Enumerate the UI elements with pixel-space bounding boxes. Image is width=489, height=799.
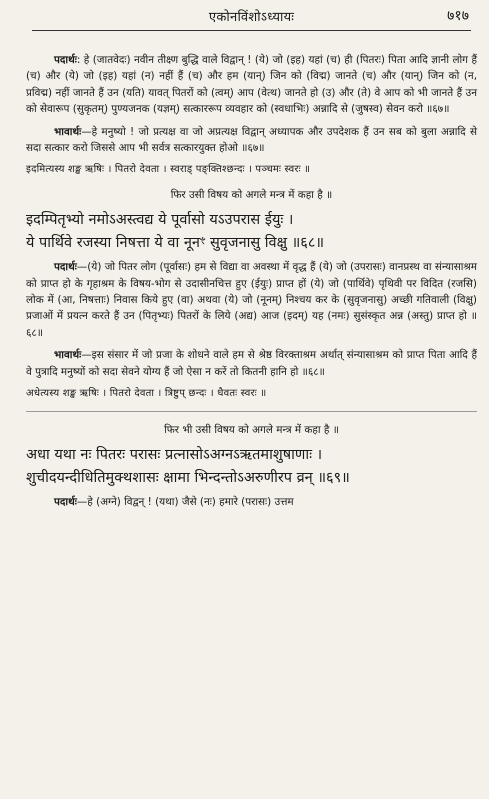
page-number: ७१७ bbox=[447, 8, 469, 24]
mantra-69 bbox=[26, 444, 477, 490]
page-body bbox=[26, 52, 477, 516]
padartha-label: पदार्थः bbox=[54, 54, 77, 66]
bhavartha-text: —हे मनुष्यो ! जो प्रत्यक्ष वा जो अप्रत्यक्ष विद्वान् अध्यापक और उपदेशक हैं उन सब को बुला अन्नादि से सदा सत्कार करो जिससे आप भी सर्वत्र सत्कारयुक्त होओ ॥६७॥ bbox=[26, 125, 477, 155]
mantra-line-2: शुचीदयन्दीधितिमुक्थशासः क्षामा भिन्दन्तोऽअरुणीरप व्रन् ॥६९॥ bbox=[26, 469, 350, 486]
running-title: एकोनविंशोऽध्यायः bbox=[208, 10, 295, 25]
padartha-69 bbox=[26, 494, 477, 510]
padartha-text: हे (जातवेदः) नवीन तीक्ष्ण बुद्धि वाले विद्वान् ! (ये) जो (इह) यहां (च) ही (पितरः) पिता आदि ज्ञानी लोग हैं (च) और (ये) जो (इह) यहां (न) नहीं हैं (च) और हम (यान्) जिन को (विद्म) जानते (च) और (यान्) जिन को (न, प्रविद्म) नहीं जानते हैं उन (यति) यावत् पितरों को (त्वम्) आप (वेत्थ) जानते हो (उ) और (ते) वे आप को भी जानते हैं उन को सेवारूप (सुकृतम्) पुण्यजनक (यज्ञम्) सत्काररूप व्यवहार को (स्वधाभिः) अन्नादि से (जुषस्व) सेवन करो ॥६७॥ bbox=[26, 54, 477, 116]
bhavartha-text: —इस संसार में जो प्रजा के शोधने वाले हम से श्रेष्ठ विरक्ताश्रम अर्थात् संन्यासाश्रम को प्राप्त पिता आदि हैं वे पुत्रादि मनुष्यों को सदा सेवने योग्य हैं जो ऐसा न करें तो कितनी हानि हो ॥६८॥ bbox=[26, 349, 477, 378]
bhavartha-67 bbox=[26, 124, 477, 157]
mantra-68 bbox=[26, 209, 477, 255]
rishi-devata-line-69: अधेत्यस्य शङ्ख ऋषिः । पितरो देवता । त्रिष्टुप् छन्दः । धैवतः स्वरः ॥ bbox=[26, 388, 267, 400]
padartha-text: —(ये) जो पितर लोग (पूर्वासः) हम से विद्या वा अवस्था में वृद्ध हैं (ये) जो (उपरासः) वानप्रस्थ वा संन्यासाश्रम को प्राप्त हो के गृहाश्रम के विषय-भोग से उदासीनचित्त हुए (ईयुः) प्राप्त हों (ये) जो (पार्थिवे) पृथिवी पर विदित (रजसि) लोक में (आ, निषत्ताः) निवास किये हुए (वा) अथवा (ये) जो (नूनम्) निश्चय कर के (सुवृजनासु) अच्छी गतिवाली (विक्षु) प्रजाओं में प्रयत्न करते हैं उन (पितृभ्यः) पितरों के लिये (अद्य) आज (इदम्) यह (नमः) सुसंस्कृत अन्न (अस्तु) प्राप्त हो ॥६८॥ bbox=[26, 261, 477, 339]
transition-line-68: फिर उसी विषय को अगले मन्त्र में कहा है ॥ bbox=[170, 188, 333, 201]
padartha-67: पदार्थः: हे (जातवेदः) नवीन तीक्ष्ण बुद्धि वाले विद्वान् ! (ये) जो (इह) यहां (च) ही (पितरः) पिता आदि ज्ञानी लोग हैं (च) और (ये) जो (इह) यहां (न) नहीं हैं (च) और हम (यान्) जिन को (विद्म) जानते (च) और (यान्) जिन को (न, प्रविद्म) नहीं जानते हैं उन (यति) यावत् पितरों को (त्वम्) आप (वेत्थ) जानते हो (उ) और (ते) वे आप को भी जानते हैं उन को सेवारूप (सुकृतम्) पुण्यजनक (यज्ञम्) सत्काररूप व्यवहार को (स्वधाभिः) अन्नादि से (जुषस्व) सेवन करो ॥६७॥ bbox=[26, 54, 477, 116]
page-header bbox=[32, 4, 471, 28]
mantra-line-2: ये पार्थिवे रजस्या निषत्ता ये वा नूनꣳ सुवृजनासु विक्षु ॥६८॥ bbox=[26, 235, 325, 252]
section-divider bbox=[26, 411, 477, 412]
mantra-line-1: इदम्पितृभ्यो नमोऽअस्त्वद्य ये पूर्वासो यऽउपरास ईयुः । bbox=[26, 212, 294, 229]
header-rule bbox=[32, 30, 471, 31]
bhavartha-68 bbox=[26, 347, 477, 380]
mantra-line-1: अधा यथा नः पितरः परासः प्रत्नासोऽअग्नऽऋतमाशुषाणाः । bbox=[26, 446, 323, 463]
bhavartha-label: भावार्थः bbox=[54, 125, 82, 138]
padartha-label: पदार्थः bbox=[54, 495, 77, 508]
bhavartha-label: भावार्थः bbox=[54, 349, 82, 362]
rishi-devata-line-68: इदमित्यस्य शङ्ख ऋषिः । पितरो देवता । स्वराड् पङ्क्तिश्छन्दः । पञ्चमः स्वरः ॥ bbox=[26, 164, 311, 176]
transition-line-69: फिर भी उसी विषय को अगले मन्त्र में कहा है ॥ bbox=[164, 423, 339, 436]
padartha-68 bbox=[26, 259, 477, 341]
padartha-label: पदार्थः bbox=[54, 261, 77, 274]
padartha-text: —हे (अग्ने) विद्वन् ! (यथा) जैसे (नः) हमारे (परासः) उत्तम bbox=[76, 495, 294, 508]
